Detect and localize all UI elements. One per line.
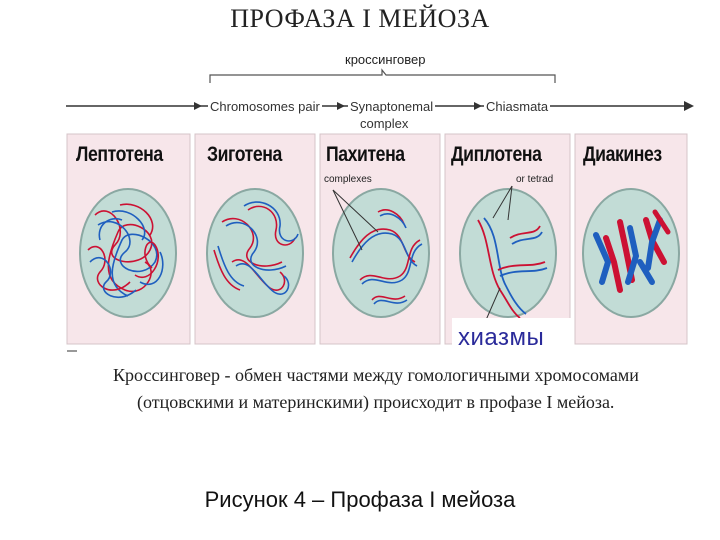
panel-name-zygotene: Зиготена <box>207 143 282 166</box>
diagram-title: ПРОФАЗА I МЕЙОЗА <box>230 4 490 33</box>
panel-name-diakinesis: Диакинез <box>583 143 662 166</box>
pachytene-note: complexes <box>324 174 372 185</box>
panel-name-pachytene: Пахитена <box>326 143 405 166</box>
cell-leptotene <box>80 189 176 317</box>
definition-line-1: Кроссинговер - обмен частями между гомологичными хромосомами <box>113 365 639 385</box>
panel-name-diplotene: Диплотена <box>451 143 542 166</box>
stage-label-synaptonemal: Synaptonemal <box>350 99 434 114</box>
figure-caption: Рисунок 4 – Профаза I мейоза <box>204 487 516 512</box>
stage-label-chiasmata: Chiasmata <box>486 99 549 114</box>
stage-label-chromosomes-pair: Chromosomes pair <box>210 99 320 114</box>
divider-mark <box>67 350 77 352</box>
stage-label-complex: complex <box>360 116 409 131</box>
definition-line-2: (отцовскими и материнскими) происходит в профазе I мейоза. <box>137 392 615 412</box>
diplotene-note: or tetrad <box>516 174 554 185</box>
cell-diplotene <box>460 189 556 317</box>
crossing-over-label: кроссинговер <box>345 52 426 67</box>
chiasmata-label: хиазмы <box>458 324 545 351</box>
cell-diakinesis <box>583 189 679 317</box>
cell-pachytene <box>333 189 429 317</box>
cell-zygotene <box>207 189 303 317</box>
panel-name-leptotene: Лептотена <box>76 143 163 166</box>
crossing-over-bracket <box>210 70 555 83</box>
